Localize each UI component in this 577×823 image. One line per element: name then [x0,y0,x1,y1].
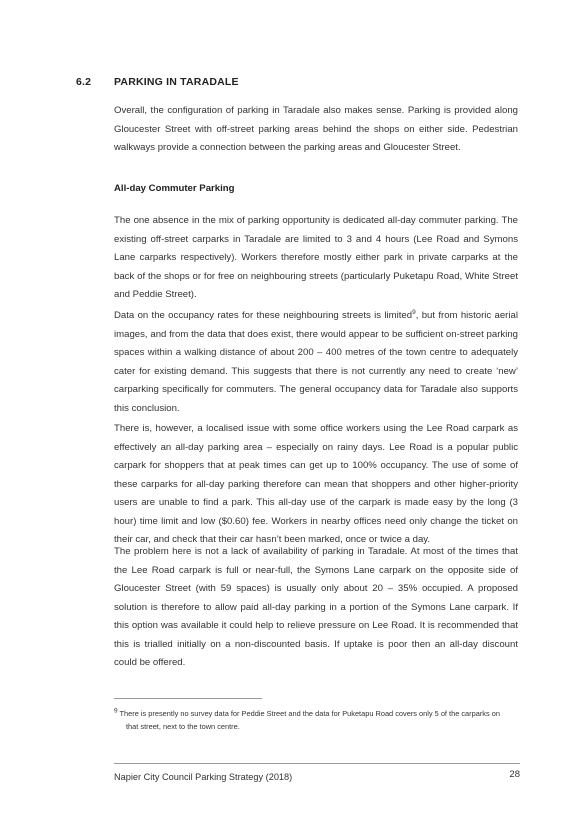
paragraph-intro: Overall, the configuration of parking in Taradale also makes sense. Parking is provided along Gloucester Street with off-street parking areas behind the shops on either side. Pedestrian walkways provide a connection between the parking areas and Gloucester Street. [114,105,518,153]
paragraph-proposed-solution: The problem here is not a lack of availability of parking in Taradale. At most of the times that the Lee Road carpark is full or near-full, the Symons Lane carpark on the opposite side of Gloucester Street (with 59 spaces) is usually only about 20 – 35% occupied. A proposed solution is therefore to allow paid all-day parking in a portion of the Symons Lane carpark. If this option was available it could help to relieve pressure on Lee Road. It is recommended that this is trialled initially on a non-discounted basis. If uptake is poor then an all-day discount could be offered. [114,546,518,668]
section-title: PARKING IN TARADALE [114,76,239,88]
paragraph-commuter-absence: The one absence in the mix of parking opportunity is dedicated all-day commuter parking. The existing off-street carparks in Taradale are limited to 3 and 4 hours (Lee Road and Symons Lane carparks respectively). Workers therefore mostly either park in private carparks at the back of the shops or for free on neighbouring streets (particularly Puketapu Road, White Street and Peddie Street). [114,215,518,300]
footnote [114,708,514,733]
subheading-commuter-parking: All-day Commuter Parking [114,183,235,194]
footer-title: Napier City Council Parking Strategy (2018) [114,772,293,782]
section-heading [76,76,516,88]
paragraph-lee-road-issue: There is, however, a localised issue with some office workers using the Lee Road carpark as effectively an all-day parking area – especially on rainy days. Lee Road is a popular public carpark for shoppers that at peak times can get up to 100% occupancy. The use of some of these carparks for all-day parking therefore can mean that shoppers and other higher-priority users are unable to find a park. This all-day use of the carpark is made easy by the long (3 hour) time limit and low ($0.60) fee. Workers in nearby offices need only change the ticket on their car, and check that their car hasn’t been marked, once or twice a day. [114,423,518,545]
footnote-divider [114,698,262,699]
page-number: 28 [509,769,520,780]
section-number: 6.2 [76,76,92,88]
occupancy-text-start: Data on the occupancy rates for these neighbouring streets is limited [114,310,413,321]
footnote-text: There is presently no survey data for Peddie Street and the data for Puketapu Road covers only 5 of the carparks on that street, next to the town centre. [117,709,500,731]
footnote-marker: 9 [114,707,118,715]
footnote-reference: 9 [412,308,416,316]
occupancy-text-end: , but from historic aerial images, and from the data that does exist, there would appear to be sufficient on-street parking spaces within a walking distance of about 200 – 400 metres of the town centre to adequately cater for existing demand. This suggests that there is not currently any need to create ‘new’ carparking specifically for commuters. The general occupancy data for Taradale also supports this conclusion. [114,310,518,414]
footer-divider [114,763,520,764]
paragraph-occupancy-data [114,307,518,418]
